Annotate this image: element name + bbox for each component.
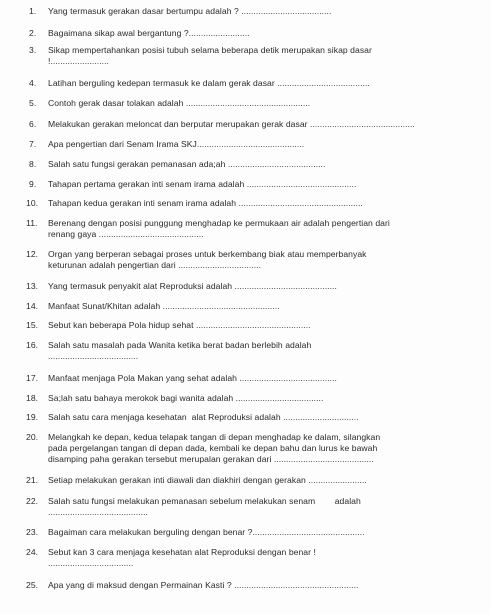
question-number: 4. bbox=[29, 78, 37, 88]
question-text: ......................................... bbox=[48, 507, 148, 517]
question-number: 9. bbox=[29, 179, 37, 189]
question-text: Setiap melakukan gerakan inti diawali dan diakhiri dengan gerakan ........................ bbox=[48, 475, 367, 485]
question-text: Salah satu fungsi melakukan pemanasan sebelum melakukan senam adalah bbox=[48, 496, 361, 506]
question-number: 14. bbox=[26, 301, 39, 311]
question-number: 22. bbox=[26, 496, 39, 506]
question-text: Organ yang berperan sebagai proses untuk berkembang biak atau memperbanyak bbox=[48, 249, 367, 259]
question-text: ..................................... bbox=[48, 351, 139, 361]
question-text: Latihan berguling kedepan termasuk ke dalam gerak dasar ...................................... bbox=[48, 78, 370, 88]
question-number: 18. bbox=[26, 393, 39, 403]
question-text: !........................ bbox=[48, 56, 109, 66]
question-text: pada pergelangan tangan di depan dada, kembali ke depan bahu dan lurus ke bawah bbox=[48, 443, 378, 453]
question-text: Manfaat menjaga Pola Makan yang sehat adalah ........................................ bbox=[48, 373, 337, 383]
question-number: 6. bbox=[29, 119, 37, 129]
question-number: 10. bbox=[26, 198, 39, 208]
question-text: Sebut kan beberapa Pola hidup sehat ............................................... bbox=[48, 320, 311, 330]
question-text: Yang termasuk gerakan dasar bertumpu adalah ? ..................................... bbox=[48, 6, 332, 16]
question-number: 11. bbox=[26, 218, 38, 228]
question-number: 8. bbox=[29, 159, 37, 169]
question-text: Salah satu cara menjaga kesehatan alat Reproduksi adalah ............................... bbox=[48, 412, 359, 422]
question-text: Apa pengertian dari Senam Irama SKJ............................................ bbox=[48, 139, 305, 149]
question-text: Bagaimana sikap awal bergantung ?......................... bbox=[48, 28, 250, 38]
question-number: 25. bbox=[26, 580, 39, 590]
question-text: Contoh gerak dasar tolakan adalah ................................................... bbox=[48, 98, 311, 108]
question-text: Sa;lah satu bahaya merokok bagi wanita adalah .................................... bbox=[48, 393, 324, 403]
question-text: Yang termasuk penyakit alat Reproduksi adalah .......................................... bbox=[48, 281, 337, 291]
question-text: Melakukan gerakan meloncat dan berputar merupakan gerak dasar ........................................... bbox=[48, 119, 415, 129]
question-text: Salah satu masalah pada Wanita ketika berat badan berlebih adalah bbox=[48, 340, 312, 350]
question-number: 1. bbox=[29, 6, 37, 16]
question-text: disamping paha gerakan tersebut merupalan gerakan dari ......................................... bbox=[48, 454, 374, 464]
question-number: 19. bbox=[26, 412, 39, 422]
question-text: Melangkah ke depan, kedua telapak tangan di depan menghadap ke dalam, silangkan bbox=[48, 432, 381, 442]
question-text: Manfaat Sunat/Khitan adalah ................................................ bbox=[48, 301, 280, 311]
question-number: 20. bbox=[26, 432, 39, 442]
question-text: Tahapan pertama gerakan inti senam irama adalah ............................................. bbox=[48, 179, 357, 189]
question-number: 12. bbox=[26, 249, 39, 259]
question-text: ................................... bbox=[48, 558, 134, 568]
question-text: Berenang dengan posisi punggung menghadap ke permukaan air adalah pengertian dari bbox=[48, 218, 390, 228]
question-text: Sebut kan 3 cara menjaga kesehatan alat Reproduksi dengan benar ! bbox=[48, 547, 316, 557]
question-text: keturunan adalah pengertian dari .................................. bbox=[48, 260, 262, 270]
question-number: 24. bbox=[26, 547, 39, 557]
question-text: renang gaya ........................................... bbox=[48, 229, 204, 239]
question-text: Tahapan kedua gerakan inti senam irama adalah ................................................... bbox=[48, 198, 363, 208]
question-number: 16. bbox=[26, 340, 39, 350]
question-number: 21. bbox=[26, 475, 39, 485]
question-number: 7. bbox=[29, 139, 37, 149]
question-number: 23. bbox=[26, 527, 39, 537]
question-number: 13. bbox=[26, 281, 39, 291]
question-number: 17. bbox=[26, 373, 39, 383]
question-text: Sikap mempertahankan posisi tubuh selama beberapa detik merupakan sikap dasar bbox=[48, 45, 372, 55]
question-number: 5. bbox=[29, 98, 37, 108]
question-number: 3. bbox=[29, 45, 37, 55]
question-text: Salah satu fungsi gerakan pemanasan ada;ah ........................................ bbox=[48, 159, 326, 169]
question-text: Apa yang di maksud dengan Permainan Kasti ? ................................................... bbox=[48, 580, 359, 590]
question-number: 2. bbox=[29, 28, 37, 38]
question-text: Bagaiman cara melakukan berguling dengan benar ?.............................................. bbox=[48, 527, 365, 537]
question-number: 15. bbox=[26, 320, 39, 330]
